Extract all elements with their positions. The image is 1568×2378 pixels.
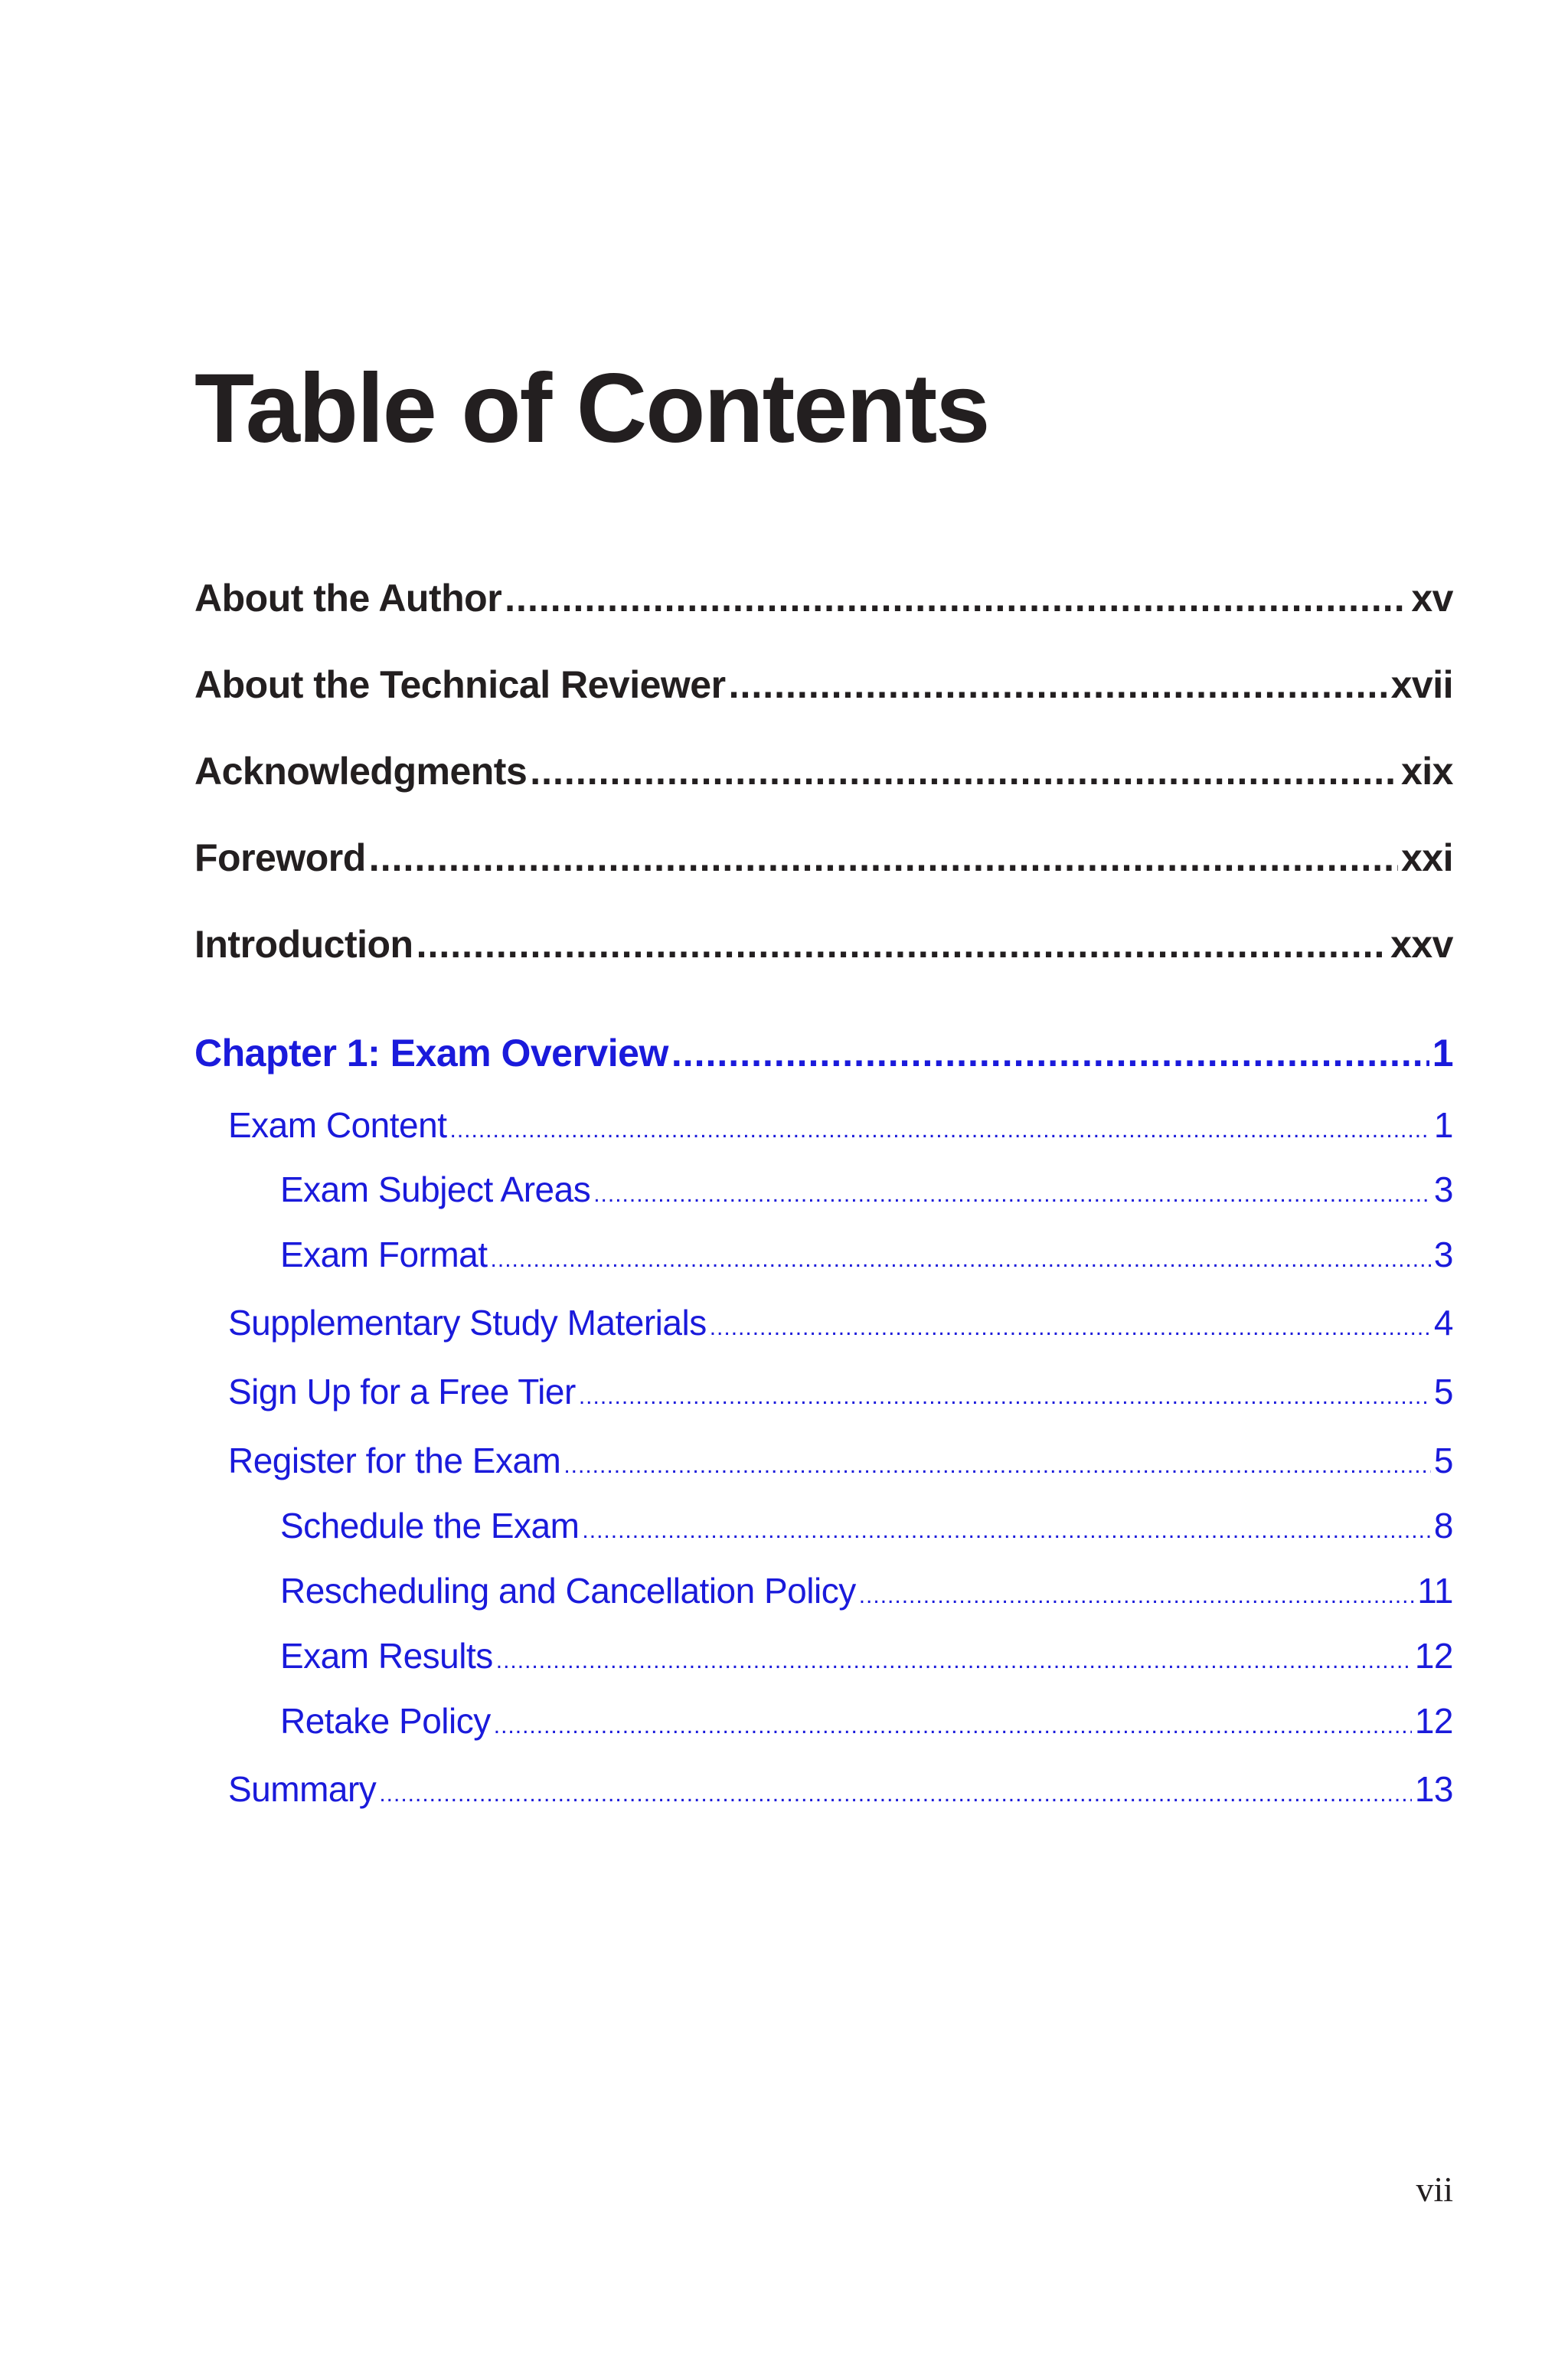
toc-entry-sign-up-free-tier[interactable] — [228, 1372, 1453, 1411]
toc-entry-page: 5 — [1433, 1372, 1453, 1411]
toc-entry-label: Exam Subject Areas — [280, 1169, 591, 1209]
toc-entry-label: Sign Up for a Free Tier — [228, 1372, 576, 1411]
toc-entry-introduction[interactable] — [194, 924, 1453, 966]
dot-leader — [582, 1518, 1431, 1543]
toc-entry-page: xxi — [1400, 836, 1453, 879]
toc-entry-page: xvii — [1390, 663, 1453, 706]
toc-entry-label: Acknowledgments — [194, 750, 528, 793]
toc-entry-summary[interactable] — [228, 1770, 1453, 1809]
toc-entry-page: 1 — [1433, 1105, 1453, 1145]
toc-entry-page: 3 — [1433, 1235, 1453, 1274]
dot-leader — [564, 1453, 1431, 1478]
toc-entry-label: Foreword — [194, 836, 366, 879]
toc-entry-label: Exam Format — [280, 1235, 488, 1274]
dot-leader — [496, 1648, 1412, 1673]
toc-entry-label: Register for the Exam — [228, 1441, 561, 1480]
dot-leader — [593, 1182, 1431, 1207]
toc-entry-retake-policy[interactable] — [280, 1702, 1453, 1741]
toc-entry-page: 5 — [1433, 1441, 1453, 1480]
toc-entry-exam-results[interactable] — [280, 1637, 1453, 1676]
toc-entry-label: About the Author — [194, 577, 502, 620]
toc-entry-page: 13 — [1414, 1769, 1453, 1809]
dot-leader — [729, 664, 1388, 706]
toc-entry-label: Introduction — [194, 923, 413, 966]
toc-entry-label: Summary — [228, 1769, 377, 1809]
toc-entry-page: xv — [1411, 577, 1453, 620]
toc-entry-label: Rescheduling and Cancellation Policy — [280, 1571, 856, 1611]
toc-entry-label: Supplementary Study Materials — [228, 1303, 707, 1343]
toc-entry-schedule-exam[interactable] — [280, 1506, 1453, 1546]
toc-entry-foreword[interactable] — [194, 837, 1453, 879]
toc-entry-rescheduling-cancellation-policy[interactable] — [280, 1572, 1453, 1611]
toc-entry-page: 12 — [1414, 1636, 1453, 1676]
toc-entry-exam-subject-areas[interactable] — [280, 1170, 1453, 1209]
dot-leader — [449, 1117, 1430, 1143]
dot-leader — [369, 837, 1398, 879]
page-title: Table of Contents — [194, 354, 989, 463]
toc-entry-exam-format[interactable] — [280, 1235, 1453, 1274]
toc-entry-register-for-exam[interactable] — [228, 1441, 1453, 1480]
toc-entry-about-technical-reviewer[interactable] — [194, 664, 1453, 706]
toc-entry-page: 8 — [1433, 1506, 1453, 1546]
toc-entry-page: 3 — [1433, 1169, 1453, 1209]
dot-leader — [530, 751, 1398, 793]
dot-leader — [379, 1781, 1412, 1807]
dot-leader — [494, 1713, 1412, 1739]
toc-entry-about-author[interactable] — [194, 577, 1453, 620]
dot-leader — [505, 577, 1408, 620]
toc-entry-label: Schedule the Exam — [280, 1506, 580, 1546]
toc-entry-label: Exam Content — [228, 1105, 447, 1145]
dot-leader — [579, 1384, 1431, 1409]
toc-entry-chapter-1[interactable] — [194, 1032, 1453, 1075]
toc-entry-label: Exam Results — [280, 1636, 493, 1676]
toc-entry-supplementary-study-materials[interactable] — [228, 1303, 1453, 1343]
toc-entry-page: 1 — [1432, 1032, 1453, 1075]
toc-entry-label: About the Technical Reviewer — [194, 663, 726, 706]
dot-leader — [710, 1315, 1431, 1340]
toc-entry-page: 11 — [1417, 1571, 1453, 1611]
toc-entry-label: Chapter 1: Exam Overview — [194, 1032, 668, 1075]
toc-entry-page: xix — [1400, 750, 1453, 793]
dot-leader — [491, 1247, 1431, 1272]
dot-leader — [859, 1583, 1415, 1608]
toc-entry-label: Retake Policy — [280, 1701, 491, 1741]
toc-entry-page: xxv — [1390, 923, 1453, 966]
page-number: vii — [1416, 2170, 1453, 2209]
dot-leader — [416, 924, 1387, 966]
dot-leader — [671, 1032, 1429, 1075]
toc-entry-page: 4 — [1433, 1303, 1453, 1343]
toc-entry-exam-content[interactable] — [228, 1106, 1453, 1145]
toc-entry-acknowledgments[interactable] — [194, 751, 1453, 793]
toc-entry-page: 12 — [1414, 1701, 1453, 1741]
